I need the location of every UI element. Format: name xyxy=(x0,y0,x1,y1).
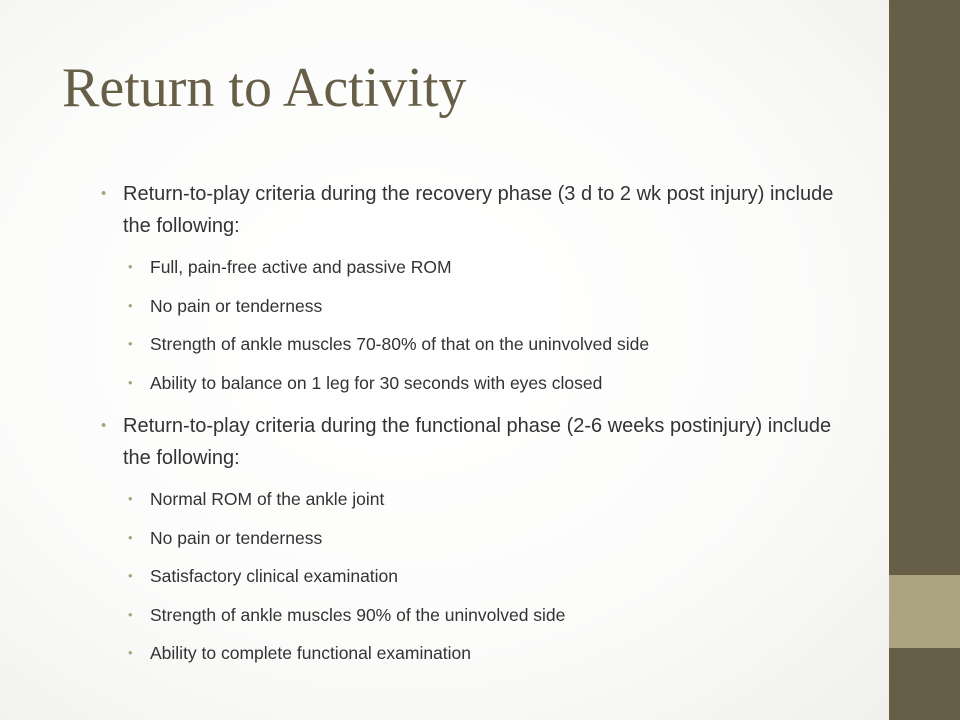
section-text: Return-to-play criteria during the functional phase (2-6 weeks postinjury) include the following: xyxy=(123,415,832,469)
section-functional-phase xyxy=(100,410,840,673)
list-item xyxy=(123,364,840,403)
bullet-icon: • xyxy=(128,606,133,622)
list-item xyxy=(123,325,840,364)
list-item-text: Full, pain-free active and passive ROM xyxy=(150,257,452,277)
section-recovery-phase xyxy=(100,178,840,402)
bullet-icon: • xyxy=(128,336,133,351)
list-item-text: Strength of ankle muscles 70-80% of that on the uninvolved side xyxy=(150,334,650,354)
list-item-text: Normal ROM of the ankle joint xyxy=(150,489,385,509)
bullet-list xyxy=(100,178,840,673)
list-item xyxy=(123,557,840,596)
section-text: Return-to-play criteria during the recovery phase (3 d to 2 wk post injury) include the following: xyxy=(123,183,834,237)
list-item xyxy=(123,287,840,326)
list-item-text: Satisfactory clinical examination xyxy=(150,566,399,586)
side-accent-block xyxy=(889,575,960,648)
list-item-text: No pain or tenderness xyxy=(150,527,323,548)
list-item xyxy=(123,596,840,635)
bullet-icon: • xyxy=(128,297,133,313)
list-item xyxy=(123,248,840,287)
bullet-icon: • xyxy=(128,259,133,274)
bullet-icon: • xyxy=(128,645,133,660)
list-item-text: Strength of ankle muscles 90% of the uninvolved side xyxy=(150,604,566,625)
sub-list xyxy=(123,248,840,402)
bullet-icon: • xyxy=(128,529,133,545)
list-item-text: No pain or tenderness xyxy=(150,295,323,316)
bullet-icon: • xyxy=(128,374,133,390)
slide-title: Return to Activity xyxy=(62,57,467,119)
bullet-icon: • xyxy=(128,491,133,506)
sub-list xyxy=(123,480,840,673)
bullet-icon: • xyxy=(128,568,133,583)
list-item xyxy=(123,480,840,519)
list-item-text: Ability to balance on 1 leg for 30 seconds with eyes closed xyxy=(150,372,603,393)
list-item-text: Ability to complete functional examination xyxy=(150,643,472,663)
bullet-icon: • xyxy=(101,417,107,434)
list-item xyxy=(123,519,840,558)
list-item xyxy=(123,634,840,673)
bullet-icon: • xyxy=(101,185,107,202)
